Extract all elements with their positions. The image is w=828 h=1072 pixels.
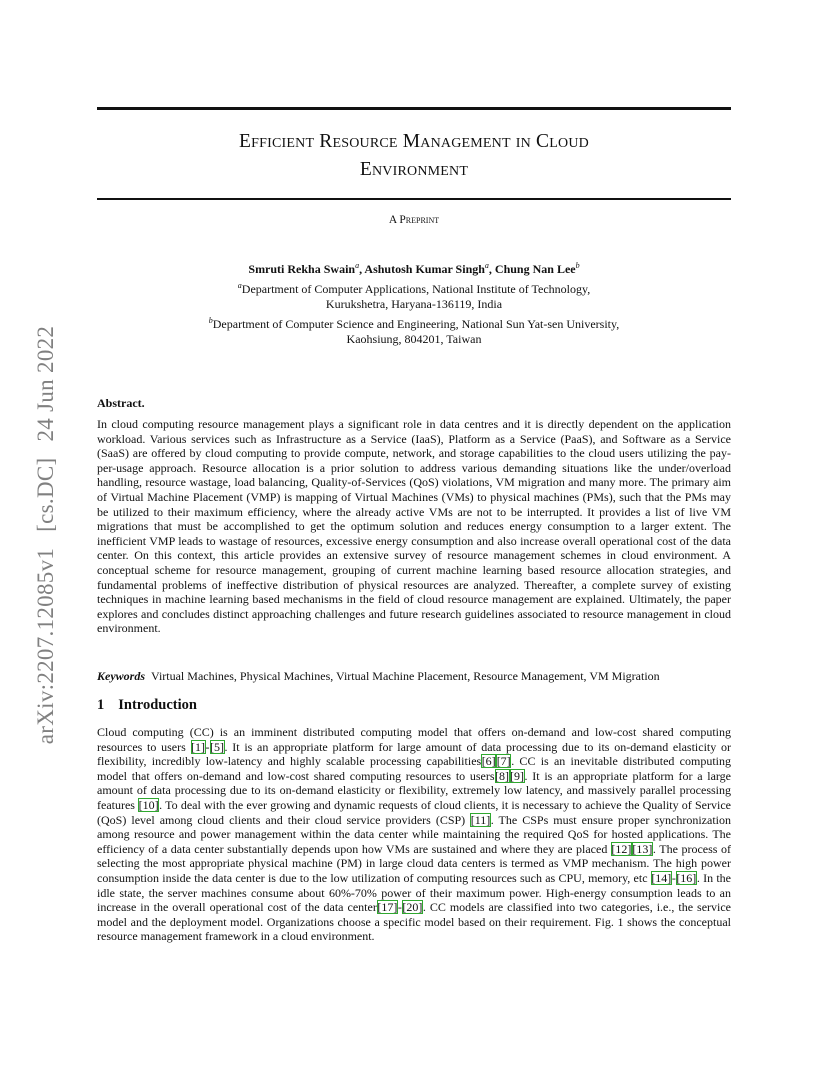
author-1: Smruti Rekha Swain: [248, 262, 356, 276]
arxiv-side-stamp: [33, 310, 59, 744]
citation-link[interactable]: [9]: [510, 768, 525, 783]
intro-text: . The CSPs must ensure proper synchronization among resource and power management within the data center while maintaining the required QoS for hosted applications. The efficiency of a data center substantially depends upon how VMs are sustained and where they are placed: [97, 812, 731, 856]
title-line-1: Efficient Resource Management in Cloud: [239, 131, 589, 152]
author-3: Chung Nan Lee: [494, 262, 576, 276]
citation-link[interactable]: [11]: [470, 812, 491, 827]
citation-link[interactable]: [20]: [402, 900, 423, 915]
author-block: [97, 258, 731, 348]
author-2: Ashutosh Kumar Singh: [364, 262, 485, 276]
arxiv-date: 24 Jun 2022: [33, 325, 58, 442]
citation-link[interactable]: [1]: [191, 739, 206, 754]
intro-text: . CC models are classified into two categories, i.e., the service model and the deployment model. Organizations choose a specific model based on their requirement. Fig. 1 shows the conceptual resource management framework in a cloud environment.: [97, 900, 732, 944]
affiliation-a-line2: Kurukshetra, Haryana-136119, India: [325, 297, 503, 311]
author-2-sup: a: [484, 261, 489, 270]
title-rule-top: [97, 107, 731, 110]
section-number: 1: [97, 697, 105, 713]
affiliation-a-line1: Department of Computer Applications, National Institute of Technology,: [241, 281, 591, 296]
intro-text: -: [671, 870, 676, 885]
intro-text: . To deal with the ever growing and dynamic requests of cloud clients, it is necessary to achieve the Quality of Service (QoS) level among cloud clients and their cloud service providers (CSP): [97, 797, 731, 827]
paper-title: [97, 128, 731, 184]
citation-link[interactable]: [14]: [651, 870, 672, 885]
affiliation-b-line2: Kaohsiung, 804201, Taiwan: [346, 332, 482, 346]
affiliation-b-line1: Department of Computer Science and Engineering, National Sun Yat-sen University,: [212, 316, 620, 331]
intro-text: -: [205, 739, 210, 754]
title-rule-bottom: [97, 198, 731, 200]
abstract-body: In cloud computing resource management plays a significant role in data centres and it is directly dependent on the application workload. Various services such as Infrastructure as a Service (IaaS), Platform as a Service (PaaS), and Software as a Service (SaaS) are offered by cloud computing to provide compute, network, and storage capabilities to the cloud users utilizing the pay-per-usage approach. Resource allocation is a prior solution to address various demanding situations like the under/overload handling, resource wastage, load balancing, Quality-of-Services (QoS) violations, VM migration and many more. The primary aim of Virtual Machine Placement (VMP) is mapping of Virtual Machines (VMs) to physical machines (PMs), such that the PMs may be utilized to their maximum efficiency, where the already active VMs are not to be interrupted. It provides a list of live VM migrations that must be accomplished to get the optimum solution and reduces energy consumption to a larger extent. The inefficient VMP leads to wastage of resources, excessive energy consumption and also increase overall operational cost of the data center. On this context, this article provides an extensive survey of resource management schemes in cloud environment. A conceptual scheme for resource management, grouping of current machine learning based resource allocation strategies, and fundamental problems of ineffective distribution of physical resources are analyzed. Thereafter, a complete survey of existing techniques in machine learning based mechanisms in the field of cloud resource management are explained. Ultimately, the paper explores and concludes distinct approaching challenges and future research guidelines associated to resource management in cloud environment.: [97, 417, 731, 636]
title-line-2: Environment: [359, 159, 469, 180]
intro-text: Cloud computing (CC) is an imminent distributed computing model that offers on-demand and low-cost shared computing resources to users: [97, 725, 731, 754]
citation-link[interactable]: [6]: [481, 754, 496, 769]
citation-link[interactable]: [10]: [138, 797, 159, 812]
intro-text: . It is an appropriate platform for large amount of data processing due to its on-demand elasticity or flexibility, incredibly low-latency and highly scalable processing capabilities: [97, 739, 731, 769]
affiliation-a-sup: a: [237, 280, 242, 290]
keywords-label: Keywords: [97, 669, 145, 683]
affiliation-b-sup: b: [208, 315, 213, 325]
citation-link[interactable]: [13]: [632, 841, 653, 856]
author-3-sup: b: [575, 261, 580, 270]
arxiv-category: [cs.DC]: [33, 457, 58, 532]
author-1-sup: a: [355, 261, 360, 270]
citation-link[interactable]: [17]: [377, 900, 398, 915]
intro-text: . The process of selecting the most appropriate physical machine (PM) in large cloud data centers is termed as VMP mechanism. The high power consumption inside the data center is due to the low utilization of computing resources such as CPU, memory, etc: [97, 841, 731, 885]
arxiv-id[interactable]: arXiv:2207.12085v1: [33, 547, 58, 745]
keywords-line: [97, 669, 731, 684]
citation-link[interactable]: [16]: [676, 870, 697, 885]
citation-link[interactable]: [7]: [496, 754, 511, 769]
intro-text: . CC is an inevitable distributed computing model that offers on-demand and low-cost shared computing resources to users: [97, 754, 731, 783]
section-title: Introduction: [118, 697, 197, 713]
abstract-heading: Abstract.: [97, 396, 145, 410]
intro-text: . In the idle state, the server machines consume about 60%-70% power of their maximum power. High-energy consumption leads to an increase in the overall operational cost of the data center: [97, 870, 731, 915]
intro-text: . It is an appropriate platform for a large amount of data processing due to its on-demand elasticity or flexibility, extremely low latency, and massively parallel processing features: [97, 768, 732, 812]
citation-link[interactable]: [8]: [495, 768, 510, 783]
section-heading-introduction: [97, 697, 197, 714]
citation-link[interactable]: [5]: [210, 739, 225, 754]
preprint-label: A Preprint: [388, 214, 440, 226]
affiliation-b: [97, 313, 731, 348]
citation-link[interactable]: [12]: [611, 841, 632, 856]
introduction-paragraph: [97, 725, 731, 944]
author-names: Smruti Rekha Swain$^a$, Ashutosh Kumar Singh$^a$, Chung Nan Lee$^b$: [248, 261, 580, 276]
intro-text: -: [397, 900, 402, 915]
keywords-text: Virtual Machines, Physical Machines, Virtual Machine Placement, Resource Management, VM Migration: [151, 669, 660, 683]
affiliation-a: [97, 278, 731, 313]
